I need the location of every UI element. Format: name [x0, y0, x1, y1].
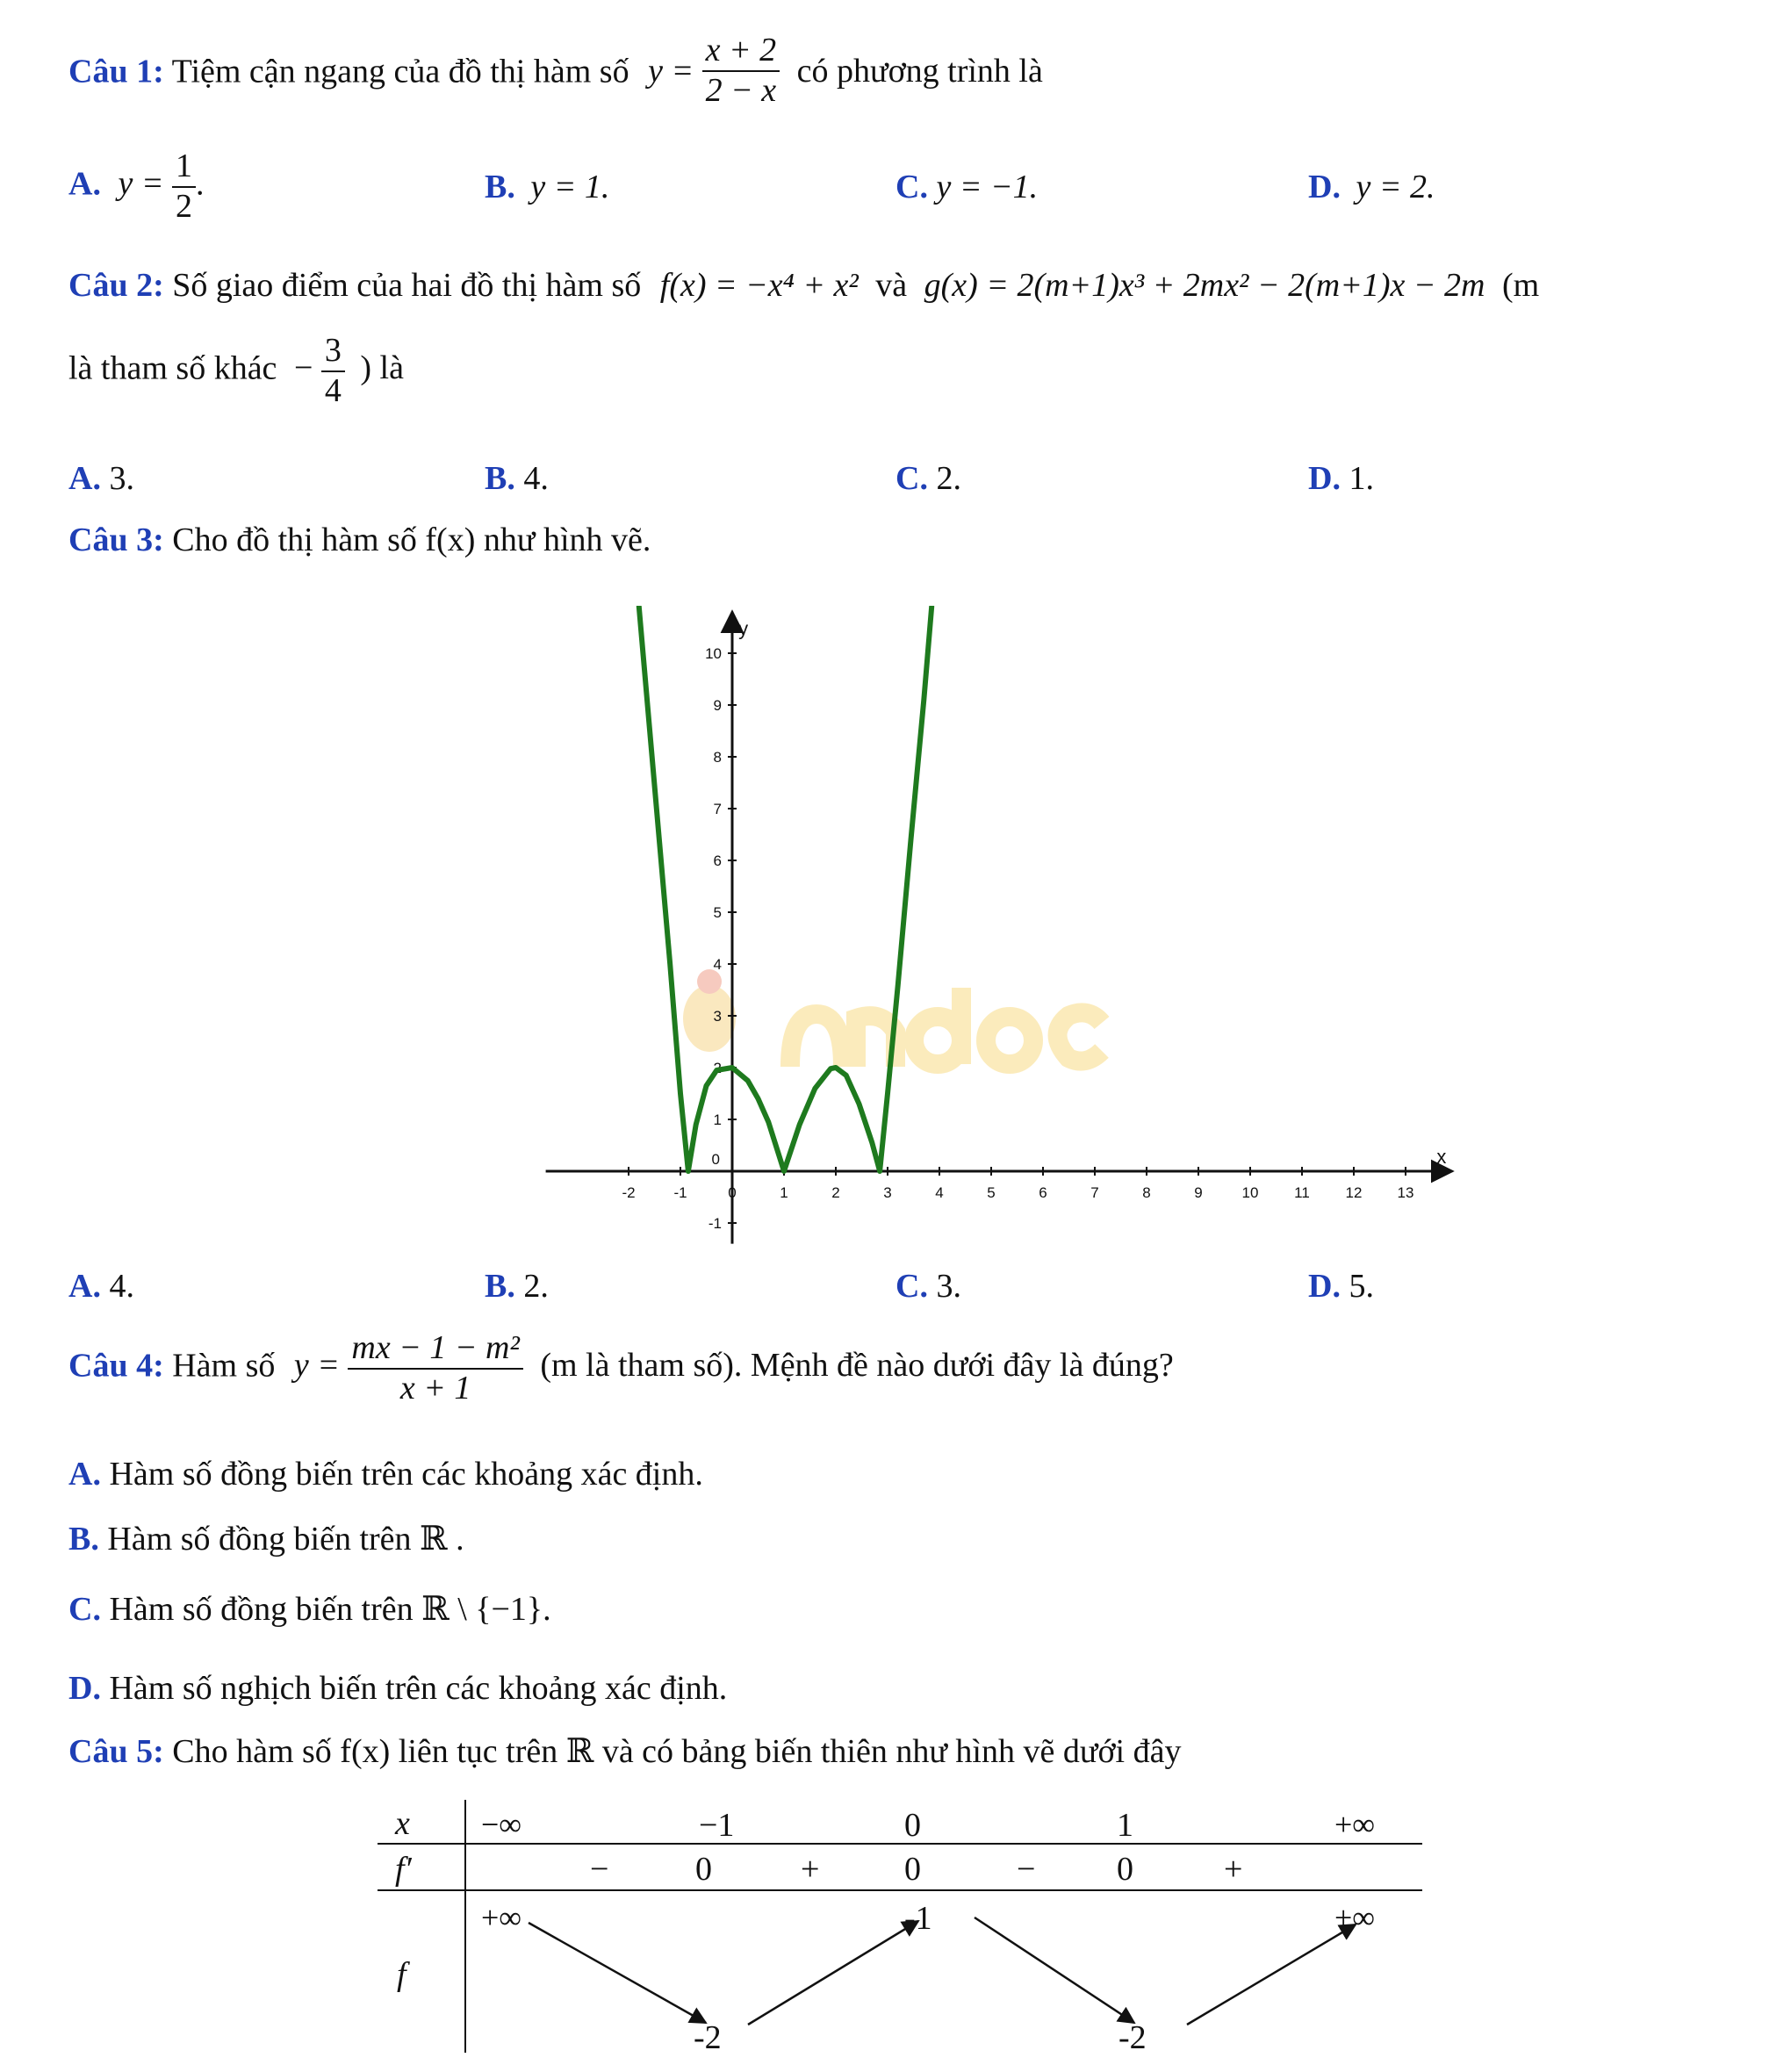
y-tick-label: -1	[708, 1215, 722, 1232]
question-5	[68, 1735, 1181, 1768]
question-label: Câu 1:	[68, 53, 164, 90]
table-fprime-zero: 0	[695, 1851, 712, 1888]
y-tick-label: 8	[713, 749, 722, 766]
x-tick-label: 0	[728, 1184, 737, 1201]
function-curve	[639, 607, 931, 1171]
option-text: Hàm số nghịch biến trên các khoảng xác định.	[109, 1670, 728, 1707]
table-x-value: 1	[1117, 1807, 1133, 1844]
option-label: D.	[1308, 1268, 1341, 1305]
fraction-numerator: 1	[175, 147, 192, 184]
table-fprime-zero: 0	[1117, 1851, 1133, 1888]
conjunction: và	[875, 267, 908, 304]
option-label: A.	[68, 460, 101, 497]
option-label: B.	[68, 1521, 99, 1558]
y-tick-label: 6	[713, 853, 722, 869]
option-label: D.	[1308, 460, 1341, 497]
option-text: 4.	[109, 1268, 134, 1305]
math-fraction	[348, 1329, 522, 1407]
y-axis-label: y	[738, 617, 749, 640]
table-x-value: −∞	[481, 1807, 521, 1842]
option-text: y = 2.	[1356, 169, 1435, 205]
x-tick-label: 2	[831, 1184, 840, 1201]
x-tick-label: 11	[1294, 1184, 1310, 1201]
option-text: Hàm số đồng biến trên các khoảng xác định.	[109, 1456, 703, 1493]
option-a	[68, 1457, 703, 1491]
x-tick-label: 1	[780, 1184, 788, 1201]
question-text: Số giao điểm của hai đồ thị hàm số	[172, 267, 642, 304]
option-c	[896, 1270, 961, 1303]
option-label: A.	[68, 1268, 101, 1305]
table-fprime-sign: +	[801, 1851, 820, 1888]
option-text: 3.	[109, 460, 134, 497]
option-text: 1.	[1349, 460, 1374, 497]
x-tick-label: 7	[1090, 1184, 1099, 1201]
x-tick-label: 4	[935, 1184, 944, 1201]
question-text: là tham số khác	[68, 349, 277, 387]
option-label: C.	[68, 1591, 101, 1628]
table-row-label-x: x	[395, 1805, 410, 1842]
table-f-value: -2	[1118, 2019, 1147, 2056]
option-a	[68, 1270, 134, 1303]
option-d	[68, 1672, 727, 1705]
option-text: 2.	[936, 460, 961, 497]
question-text: Cho đồ thị hàm số f(x) như hình vẽ.	[172, 522, 651, 558]
x-tick-label: 6	[1039, 1184, 1047, 1201]
y-tick-label: 2	[713, 1060, 722, 1076]
fraction-numerator: 3	[324, 332, 342, 369]
option-text: 4.	[523, 460, 549, 497]
fraction-numerator: x + 2	[705, 32, 777, 68]
x-tick-label: 12	[1345, 1184, 1363, 1201]
y-tick-label: 10	[705, 645, 722, 662]
y-tick-label: 3	[713, 1008, 722, 1025]
question-text: Tiệm cận ngang của đồ thị hàm số	[171, 53, 629, 90]
fraction-denominator: 4	[321, 371, 345, 411]
chart-series	[639, 607, 931, 1171]
option-label: B.	[485, 169, 515, 205]
chart-axes	[546, 612, 1453, 1244]
table-fprime-sign: −	[590, 1851, 609, 1888]
option-text: y = −1.	[936, 169, 1039, 205]
x-tick-label: 13	[1397, 1184, 1414, 1201]
table-row-label-fprime: f′	[395, 1851, 412, 1888]
option-text: 5.	[1349, 1268, 1374, 1305]
table-f-value: -2	[694, 2019, 722, 2056]
table-x-value: −1	[699, 1807, 735, 1844]
table-f-value: -1	[904, 1900, 932, 1937]
table-f-value: +∞	[1334, 1900, 1375, 1935]
option-label: A.	[68, 165, 101, 203]
table-x-value: +∞	[1334, 1807, 1375, 1842]
question-text: Cho hàm số f(x) liên tục trên ℝ và có bảng biến thiên như hình vẽ dưới đây	[172, 1733, 1182, 1770]
table-f-value: +∞	[481, 1900, 521, 1935]
question-tail: (m	[1501, 267, 1540, 304]
y-tick-label: 5	[713, 904, 722, 921]
option-label: C.	[896, 1268, 928, 1305]
fraction-denominator: 2 − x	[702, 70, 780, 111]
question-label: Câu 2:	[68, 267, 164, 304]
table-row-label-f: f	[397, 1956, 406, 1993]
x-tick-label: 3	[883, 1184, 892, 1201]
x-tick-label: 10	[1241, 1184, 1259, 1201]
math-g-expression: g(x) = 2(m+1)x³ + 2mx² − 2(m+1)x − 2m	[924, 267, 1485, 304]
fraction-denominator: x + 1	[348, 1368, 522, 1408]
option-text: 3.	[936, 1268, 961, 1305]
x-axis-label: x	[1436, 1146, 1447, 1169]
option-label: A.	[68, 1456, 101, 1493]
question-label: Câu 3:	[68, 522, 164, 558]
question-text: Hàm số	[172, 1347, 276, 1385]
math-lhs: y =	[293, 1347, 340, 1385]
option-label: D.	[1308, 169, 1341, 205]
option-text: Hàm số đồng biến trên ℝ \ {−1}.	[109, 1591, 551, 1628]
fraction-denominator: 2	[172, 186, 196, 227]
question-label: Câu 4:	[68, 1347, 164, 1385]
math-minus: −	[293, 349, 313, 387]
option-text: Hàm số đồng biến trên ℝ .	[107, 1521, 464, 1558]
y-tick-label: 7	[713, 801, 722, 817]
question-tail: ) là	[360, 349, 404, 387]
y-tick-label: 1	[713, 1112, 722, 1128]
option-text: 2.	[523, 1268, 549, 1305]
option-b	[485, 1270, 549, 1303]
math-f-expression: f(x) = −x⁴ + x²	[659, 267, 859, 304]
table-x-value: 0	[904, 1807, 921, 1844]
option-text: y = 1.	[530, 169, 610, 205]
math-lhs: y =	[648, 53, 694, 90]
option-math-pre: y =	[118, 165, 164, 203]
option-label: B.	[485, 1268, 515, 1305]
option-math-post: .	[195, 165, 205, 203]
origin-label: 0	[711, 1151, 720, 1168]
question-4	[68, 1329, 1174, 1407]
question-label: Câu 5:	[68, 1733, 164, 1770]
table-fprime-sign: +	[1224, 1851, 1243, 1888]
option-label: B.	[485, 460, 515, 497]
question-tail: có phương trình là	[796, 53, 1043, 90]
x-tick-label: 8	[1142, 1184, 1151, 1201]
option-d	[1308, 1270, 1374, 1303]
x-tick-label: -2	[622, 1184, 636, 1201]
y-tick-label: 9	[713, 697, 722, 714]
table-fprime-sign: −	[1017, 1851, 1036, 1888]
option-label: C.	[896, 460, 928, 497]
option-label: D.	[68, 1670, 101, 1707]
x-tick-label: 5	[987, 1184, 996, 1201]
x-tick-label: -1	[673, 1184, 687, 1201]
y-tick-label: 4	[713, 956, 722, 973]
option-b	[68, 1522, 464, 1556]
option-label: C.	[896, 169, 928, 205]
question-tail: (m là tham số). Mệnh đề nào dưới đây là đúng?	[540, 1347, 1174, 1385]
option-c	[68, 1593, 551, 1626]
chart-ticks	[622, 645, 1413, 1232]
table-fprime-zero: 0	[904, 1851, 921, 1888]
fraction-numerator: mx − 1 − m²	[351, 1329, 520, 1366]
x-tick-label: 9	[1194, 1184, 1203, 1201]
